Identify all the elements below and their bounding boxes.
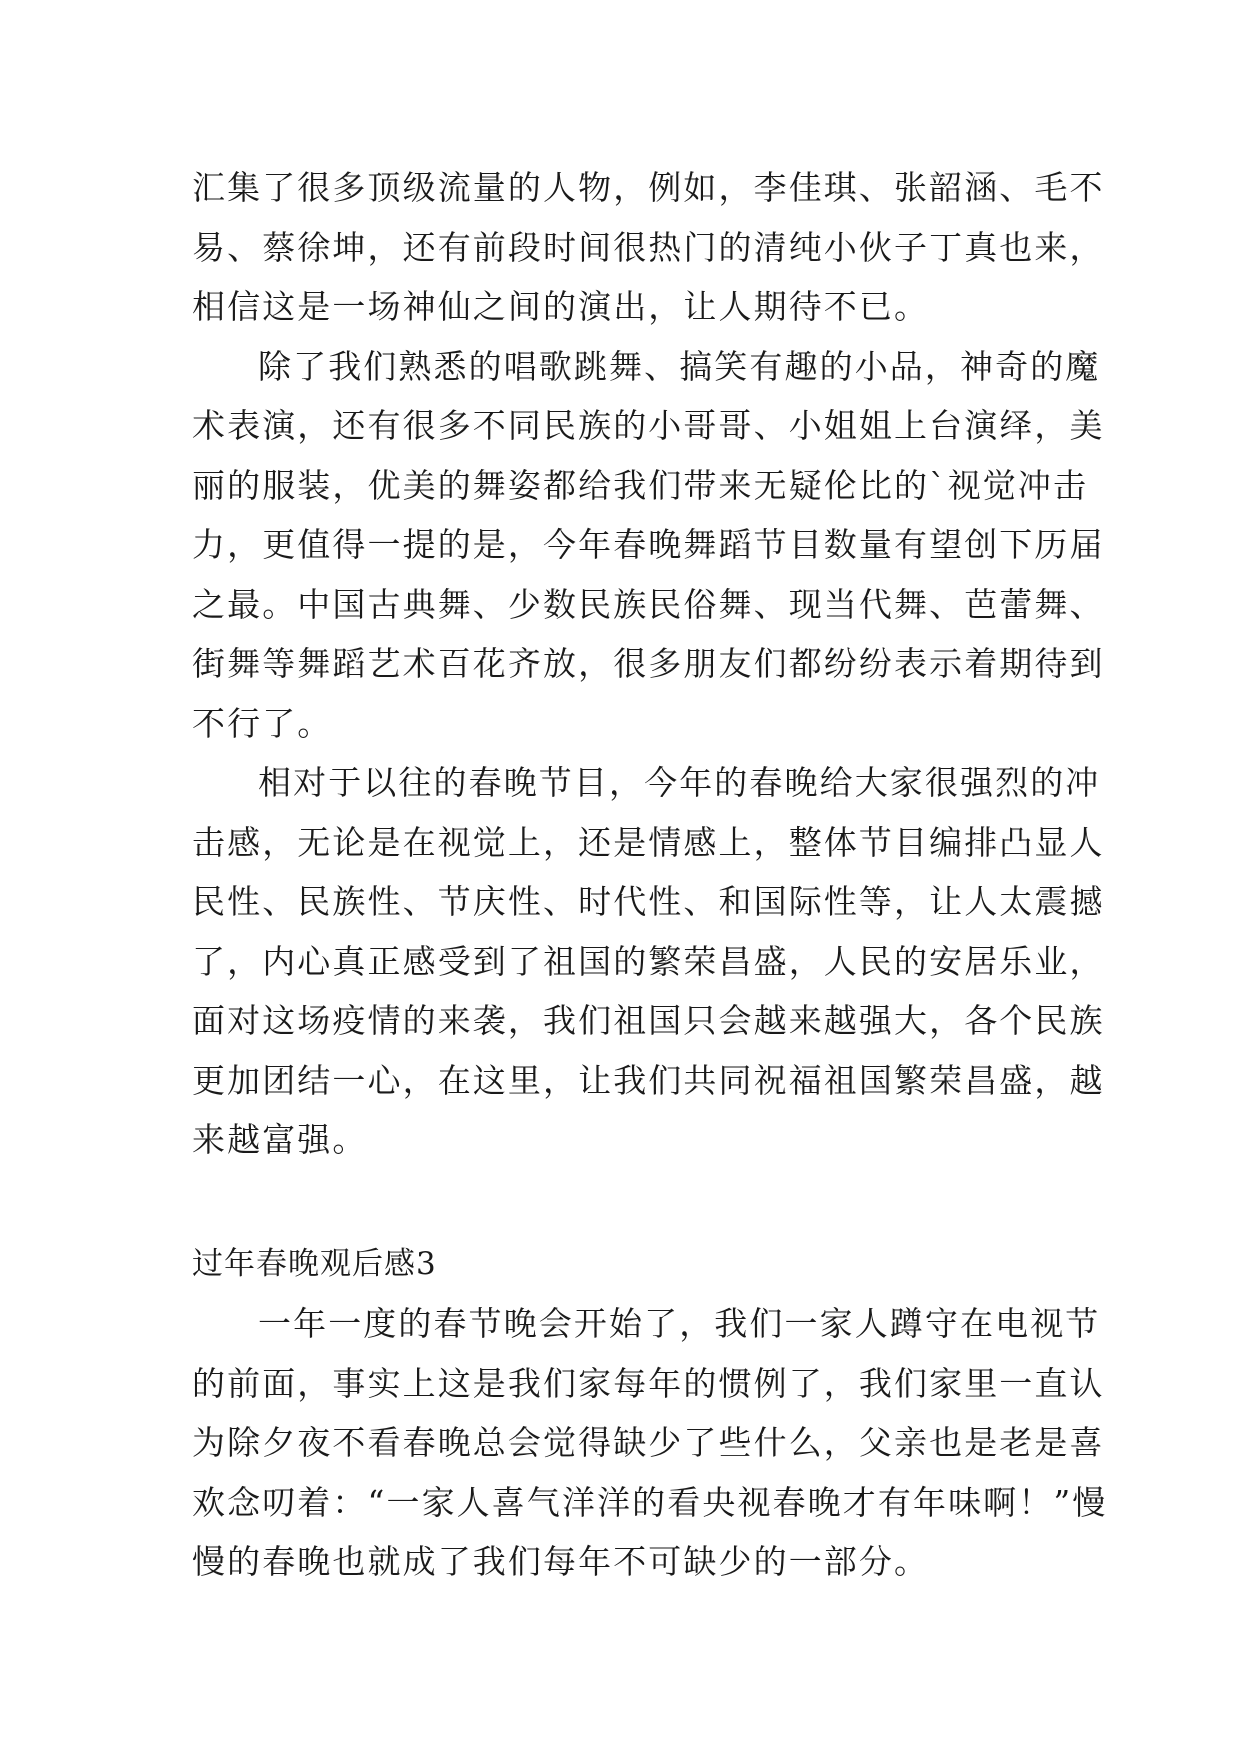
paragraph-line: 除了我们熟悉的唱歌跳舞、搞笑有趣的小品，神奇的魔 <box>258 346 1101 386</box>
paragraph-line: 了，内心真正感受到了祖国的繁荣昌盛，人民的安居乐业， <box>192 941 1105 981</box>
paragraph-line: 的前面，事实上这是我们家每年的惯例了，我们家里一直认 <box>192 1363 1105 1403</box>
paragraph-line: 相信这是一场神仙之间的演出，让人期待不已。 <box>192 287 930 326</box>
paragraph-line: 欢念叨着：“一家人喜气洋洋的看央视春晚才有年味啊！”慢 <box>192 1482 1108 1522</box>
section-heading: 过年春晚观后感3 <box>192 1245 437 1282</box>
paragraph-line: 民性、民族性、节庆性、时代性、和国际性等，让人太震撼 <box>192 882 1105 921</box>
paragraph-line: 慢的春晚也就成了我们每年不可缺少的一部分。 <box>192 1542 930 1581</box>
paragraph-line: 汇集了很多顶级流量的人物，例如，李佳琪、张韶涵、毛不 <box>192 168 1105 207</box>
paragraph-line: 丽的服装，优美的舞姿都给我们带来无疑伦比的`视觉冲击 <box>192 465 1089 505</box>
paragraph-line: 来越富强。 <box>192 1120 368 1159</box>
paragraph-line: 一年一度的春节晚会开始了，我们一家人蹲守在电视节 <box>258 1304 1101 1343</box>
paragraph-line: 更加团结一心，在这里，让我们共同祝福祖国繁荣昌盛，越 <box>192 1060 1105 1100</box>
paragraph-line: 力，更值得一提的是，今年春晚舞蹈节目数量有望创下历届 <box>192 525 1105 564</box>
paragraph-line: 面对这场疫情的来袭，我们祖国只会越来越强大，各个民族 <box>192 1001 1105 1040</box>
paragraph-line: 击感，无论是在视觉上，还是情感上，整体节目编排凸显人 <box>192 822 1105 862</box>
paragraph-line: 街舞等舞蹈艺术百花齐放，很多朋友们都纷纷表示着期待到 <box>192 644 1105 683</box>
paragraph-line: 不行了。 <box>192 703 333 743</box>
paragraph-line: 易、蔡徐坤，还有前段时间很热门的清纯小伙子丁真也来， <box>192 227 1105 267</box>
section-spacer <box>192 1170 1072 1235</box>
document-body <box>192 158 1108 1592</box>
paragraph-line: 相对于以往的春晚节目，今年的春晚给大家很强烈的冲 <box>258 763 1101 802</box>
paragraph-line: 之最。中国古典舞、少数民族民俗舞、现当代舞、芭蕾舞、 <box>192 584 1105 624</box>
paragraph-line: 术表演，还有很多不同民族的小哥哥、小姐姐上台演绎，美 <box>192 406 1105 445</box>
paragraph-line: 为除夕夜不看春晚总会觉得缺少了些什么，父亲也是老是喜 <box>192 1423 1105 1462</box>
